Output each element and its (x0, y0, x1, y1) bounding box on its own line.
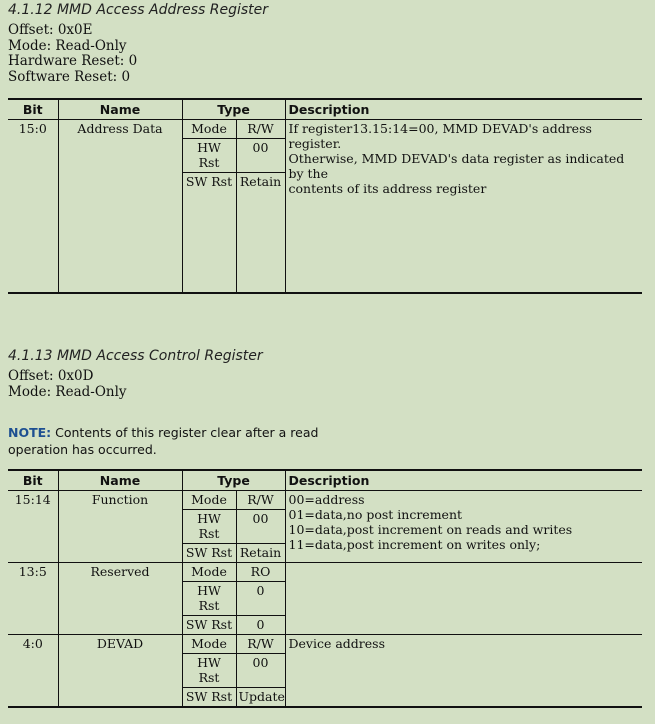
hardware-reset-text: Hardware Reset: 0 (8, 53, 138, 69)
mode-label: Mode (182, 563, 236, 582)
table-row (8, 120, 642, 139)
header-bit: Bit (8, 99, 58, 120)
description-line: 11=data,post increment on writes only; (288, 537, 541, 552)
description-line: contents of its address register (288, 181, 487, 196)
offset-text: Offset: 0x0E (8, 22, 93, 38)
mode-value: R/W (247, 492, 274, 507)
sw-reset-value: Retain (236, 544, 285, 563)
table-header-row (8, 470, 642, 491)
field-name: Reserved (58, 563, 182, 635)
mode-value: RO (236, 563, 285, 582)
note (8, 424, 328, 458)
field-description (285, 635, 642, 708)
field-name: Address Data (58, 120, 182, 293)
description-line: 00=address (288, 492, 365, 507)
header-name: Name (58, 99, 182, 120)
register-meta-address (8, 23, 137, 85)
header-description: Description (285, 470, 642, 491)
description-line: If register13.15:14=00, MMD DEVAD's address register. (288, 121, 592, 151)
table-row (8, 635, 642, 654)
sw-reset-value: Update (236, 688, 285, 708)
hw-reset-value: 00 (236, 510, 285, 544)
sw-reset-label: SW Rst (182, 616, 236, 635)
software-reset-text: Software Reset: 0 (8, 68, 131, 85)
mode-text: Mode: Read-Only (8, 37, 127, 54)
bit-field: 15:14 (14, 492, 51, 507)
bit-field: 13:5 (8, 563, 58, 635)
note-text: Contents of this register clear after a read operation has occurred. (8, 425, 319, 457)
sw-reset-label: SW Rst (182, 688, 236, 708)
sw-reset-value: Retain (236, 173, 285, 293)
field-description (285, 120, 642, 293)
hw-reset-label: HW Rst (182, 582, 236, 616)
section-title-mmd-access-control: 4.1.13 MMD Access Control Register (8, 348, 263, 364)
offset-text: Offset: 0x0D (8, 368, 94, 384)
hw-reset-label: HW Rst (182, 139, 236, 173)
hw-reset-label: HW Rst (182, 654, 236, 688)
mode-text: Mode: Read-Only (8, 383, 127, 400)
register-table-address (8, 98, 642, 294)
mode-label: Mode (182, 120, 236, 139)
description-line: 01=data,no post increment (288, 507, 463, 522)
sw-reset-label: SW Rst (182, 173, 236, 293)
description-line: 10=data,post increment on reads and writes (288, 522, 573, 537)
description-line: Otherwise, MMD DEVAD's data register as indicated by the (288, 151, 625, 181)
note-label: NOTE: (8, 425, 52, 440)
sw-reset-label: SW Rst (182, 544, 236, 563)
header-name: Name (58, 470, 182, 491)
table-row (8, 491, 642, 510)
sw-reset-value: 0 (236, 616, 285, 635)
description-line: Device address (288, 636, 386, 651)
hw-reset-value: 0 (236, 582, 285, 616)
header-type: Type (182, 99, 285, 120)
hw-reset-value: 00 (236, 139, 285, 173)
mode-label: Mode (182, 635, 236, 654)
field-name: DEVAD (58, 635, 182, 708)
mode-label: Mode (182, 491, 236, 510)
register-table-control (8, 469, 642, 708)
hw-reset-label: HW Rst (182, 510, 236, 544)
header-type: Type (182, 470, 285, 491)
field-name: Function (58, 491, 182, 563)
register-meta-control (8, 369, 127, 400)
bit-field: 15:0 (18, 121, 47, 136)
mode-value: R/W (236, 635, 285, 654)
header-bit: Bit (8, 470, 58, 491)
bit-field: 4:0 (8, 635, 58, 708)
table-row (8, 563, 642, 582)
field-description (285, 563, 642, 635)
header-description: Description (285, 99, 642, 120)
mode-value: R/W (247, 121, 274, 136)
hw-reset-value: 00 (236, 654, 285, 688)
field-description (285, 491, 642, 563)
section-title-mmd-access-address: 4.1.12 MMD Access Address Register (8, 2, 269, 18)
table-header-row (8, 99, 642, 120)
